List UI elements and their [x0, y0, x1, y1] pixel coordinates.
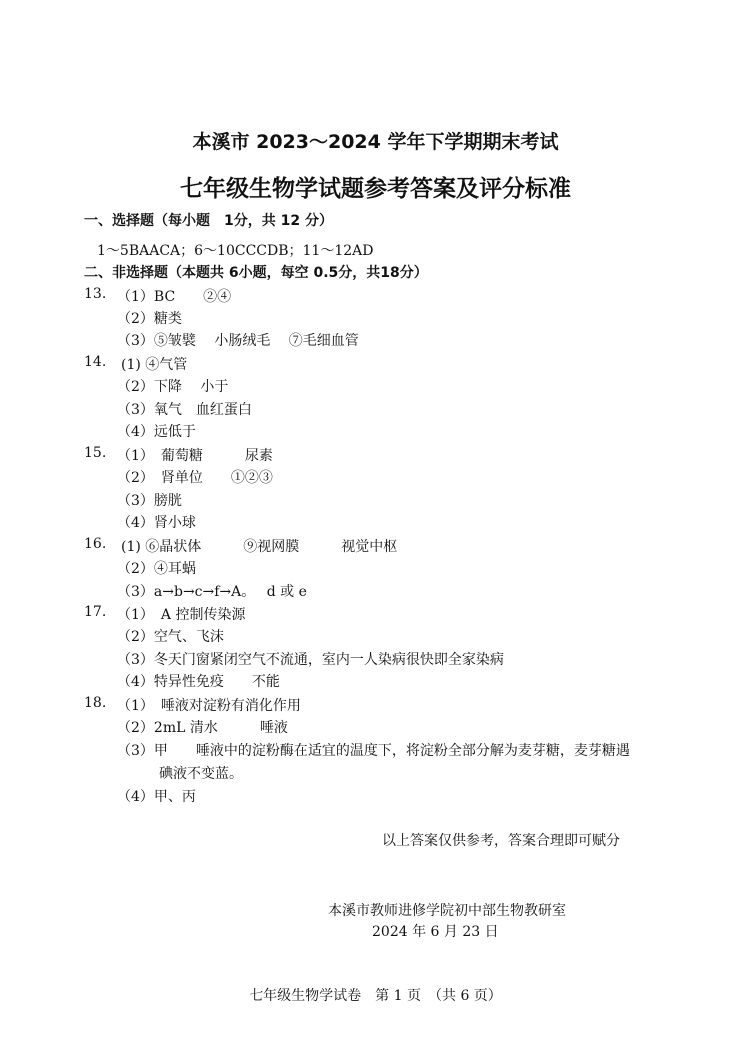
- answer-line: （2）糖类: [117, 311, 182, 327]
- answer-line: （1）BC ②④: [117, 289, 232, 305]
- answer-line: （2） 肾单位 ①②③: [117, 470, 273, 486]
- question-number: 15.: [84, 445, 107, 461]
- answer-line: （3）冬天门窗紧闭空气不流通，室内一人染病很快即全家染病: [117, 652, 504, 668]
- question-number: 16.: [84, 536, 107, 552]
- answer-line: （3）a→b→c→f→A。 d 或 e: [117, 584, 307, 600]
- answer-line: （2）下降 小于: [117, 379, 229, 395]
- answer-line: (1) ④气管: [121, 357, 188, 373]
- answer-line: （3）膀胱: [117, 493, 182, 509]
- answer-line: (1) ⑥晶状体 ⑨视网膜 视觉中枢: [121, 539, 398, 555]
- question-number: 17.: [84, 604, 107, 620]
- section2-heading: 二、非选择题（本题共 6小题，每空 0.5分，共18分）: [84, 265, 428, 281]
- answer-line: （3）甲 唾液中的淀粉酶在适宜的温度下，将淀粉全部分解为麦芽糖，麦芽糖遇: [117, 743, 630, 759]
- document-subtitle: 七年级生物学试题参考答案及评分标准: [180, 176, 571, 202]
- section1-answers: 1～5BAACA；6～10CCCDB；11～12AD: [97, 243, 374, 259]
- answer-line: （4）甲、丙: [117, 789, 196, 805]
- answer-line: （1） 唾液对淀粉有消化作用: [117, 698, 301, 714]
- reference-note: 以上答案仅供参考，答案合理即可赋分: [382, 833, 620, 849]
- page-footer: 七年级生物学试卷 第 1 页 （共 6 页）: [249, 988, 502, 1004]
- question-number: 13.: [84, 286, 107, 302]
- section1-heading: 一、选择题（每小题 1分，共 12 分）: [84, 213, 333, 229]
- answer-line: （1） A 控制传染源: [117, 607, 246, 623]
- answer-line: （2）2mL 清水 唾液: [117, 720, 288, 736]
- answer-line: （2）④耳蜗: [117, 561, 196, 577]
- answer-line: （3）氧气 血红蛋白: [117, 402, 252, 418]
- answer-line: （1） 葡萄糖 尿素: [117, 448, 273, 464]
- answer-line: （3）⑤皱襞 小肠绒毛 ⑦毛细血管: [117, 333, 359, 349]
- question-number: 14.: [84, 354, 107, 370]
- answer-line: （4）远低于: [117, 424, 196, 440]
- answer-line: （2）空气、飞沫: [117, 629, 224, 645]
- answer-line: 碘液不变蓝。: [117, 766, 243, 782]
- date: 2024 年 6 月 23 日: [372, 924, 499, 940]
- document-title: 本溪市 2023～2024 学年下学期期末考试: [192, 131, 559, 153]
- answer-line: （4）肾小球: [117, 515, 196, 531]
- organization: 本溪市教师进修学院初中部生物教研室: [328, 903, 566, 919]
- question-number: 18.: [84, 695, 107, 711]
- answer-line: （4）特异性免疫 不能: [117, 674, 280, 690]
